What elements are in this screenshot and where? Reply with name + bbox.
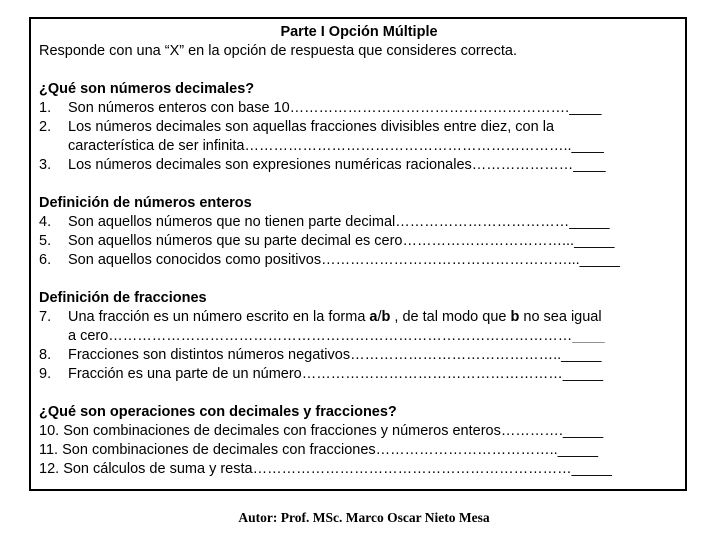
question-number: 2. [39, 119, 52, 135]
question-number: 9. [39, 366, 52, 382]
question-text-middle: , de tal modo que [390, 309, 511, 325]
section-heading: Definición de números enteros [39, 195, 252, 211]
question-item[interactable] [39, 460, 679, 479]
question-number: 8. [39, 347, 52, 363]
question-item[interactable] [39, 251, 679, 270]
question-text: Son cálculos de suma y resta…………………………………………………………_____ [63, 461, 612, 477]
question-number: 12. [39, 461, 64, 477]
question-number: 5. [39, 233, 52, 249]
question-text: Son aquellos conocidos como positivos……………………………………………..._____ [68, 252, 620, 268]
variable-a: a [369, 309, 378, 325]
question-text-continued [68, 327, 679, 346]
question-text [68, 308, 679, 327]
section-operaciones [39, 403, 679, 479]
question-item[interactable] [39, 232, 679, 251]
question-number: 4. [39, 214, 52, 230]
question-text-continued: característica de ser infinita…………………………………………………………..____ [68, 138, 604, 154]
question-number: 7. [39, 309, 52, 325]
fraction-slash: / [377, 309, 382, 325]
question-text-start: Una fracción es un número escrito en la forma [68, 309, 370, 325]
question-number: 10. [39, 423, 64, 439]
section-heading: ¿Qué son números decimales? [39, 81, 255, 97]
question-text: Fracciones son distintos números negativos…………………………………….._____ [68, 347, 602, 363]
question-text-line2: a cero…………………………………………………………………………………… [68, 328, 573, 344]
question-text: Son aquellos números que no tienen parte decimal………………………………_____ [68, 214, 610, 230]
question-item[interactable] [39, 308, 679, 346]
section-heading: ¿Qué son operaciones con decimales y fracciones? [39, 404, 397, 420]
question-text: Son números enteros con base 10………………………………………………….____ [68, 100, 602, 116]
question-text: Son combinaciones de decimales con fracciones……………………………….._____ [62, 442, 599, 458]
question-text: Los números decimales son expresiones numéricas racionales…………………____ [68, 157, 606, 173]
question-number: 6. [39, 252, 52, 268]
answer-blank: ____ [572, 328, 605, 344]
section-fracciones [39, 289, 679, 384]
question-number: 11. [39, 442, 63, 458]
variable-b: b [381, 309, 391, 325]
section-decimales [39, 80, 679, 175]
question-number: 3. [39, 157, 52, 173]
question-text: Son combinaciones de decimales con fracciones y números enteros…………._____ [63, 423, 604, 439]
question-item[interactable] [39, 118, 679, 156]
question-text: Los números decimales son aquellas fracciones divisibles entre diez, con la [68, 119, 555, 135]
worksheet-frame [29, 17, 687, 491]
question-number: 1. [39, 100, 52, 116]
question-text: Son aquellos números que su parte decimal es cero……………………………..._____ [68, 233, 615, 249]
question-item[interactable] [39, 213, 679, 232]
section-heading: Definición de fracciones [39, 290, 207, 306]
instructions: Responde con una “X” en la opción de respuesta que consideres correcta. [39, 43, 517, 59]
variable-b-condition: b [510, 309, 520, 325]
question-item[interactable] [39, 99, 679, 118]
question-text: Fracción es una parte de un número………………………………………………_____ [68, 366, 604, 382]
question-item[interactable] [39, 365, 679, 384]
question-text-end: no sea igual [519, 309, 602, 325]
question-item[interactable] [39, 156, 679, 175]
question-item[interactable] [39, 422, 679, 441]
worksheet-title: Parte I Opción Múltiple [280, 24, 438, 40]
question-item[interactable] [39, 346, 679, 365]
author-credit: Autor: Prof. MSc. Marco Oscar Nieto Mesa [238, 510, 490, 525]
question-item[interactable] [39, 441, 679, 460]
section-enteros [39, 194, 679, 270]
